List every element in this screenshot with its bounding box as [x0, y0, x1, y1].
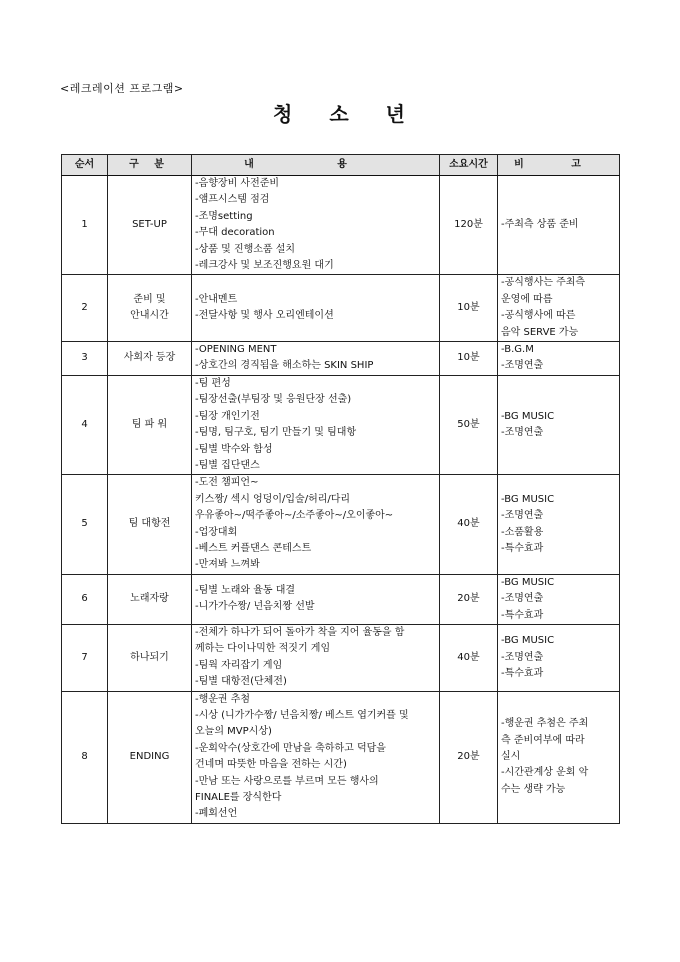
row-note-line: -B.G.M: [501, 344, 534, 356]
page-title: 청 소 년: [273, 102, 407, 126]
header-note: 비 고: [498, 155, 620, 176]
row-note-line: -조명연출: [501, 510, 544, 522]
row-note-line: -특수효과: [501, 667, 544, 679]
program-label: <레크레이션 프로그램>: [60, 82, 184, 95]
row-content-line: -폐회선언: [195, 808, 238, 820]
row-order-cell: 5: [62, 475, 108, 574]
row-order-cell: 8: [62, 691, 108, 823]
row-note-line: -공식행사는 주최측: [501, 277, 586, 289]
row-content-line: -베스트 커플댄스 콘테스트: [195, 542, 312, 554]
row-content-line: -팀웍 자리잡기 게임: [195, 659, 283, 671]
row-content-line: FINALE를 장식한다: [195, 792, 282, 804]
table-row: [62, 691, 620, 823]
row-content-line: -니가가수짱/ 넌음치짱 선발: [195, 601, 315, 613]
row-content-line: -팀별 집단댄스: [195, 459, 260, 471]
row-order-cell: 1: [62, 176, 108, 275]
row-note-line: 음악 SERVE 가능: [501, 326, 579, 338]
row-time-cell: 120분: [440, 176, 498, 275]
row-content-cell: [192, 176, 440, 275]
row-content-line: -앰프시스템 점검: [195, 194, 270, 206]
row-note-line: -BG MUSIC: [501, 576, 555, 588]
row-note-cell: [498, 375, 620, 474]
row-note-cell: [498, 275, 620, 342]
row-content-line: -팀별 대항전(단체전): [195, 676, 287, 688]
row-category-cell: [108, 691, 192, 823]
header-order: 순서: [62, 155, 108, 176]
row-category-cell: [108, 375, 192, 474]
row-category-line: 사회자 등장: [123, 352, 176, 364]
row-content-line: -팀장 개인기전: [195, 410, 260, 422]
row-content-cell: [192, 691, 440, 823]
row-content-line: -행운권 추첨: [195, 693, 251, 705]
row-content-line: -전달사항 및 행사 오리엔테이션: [195, 310, 334, 322]
row-category-line: 팀 파 워: [131, 418, 168, 430]
row-category-cell: [108, 275, 192, 342]
row-content-line: -무대 decoration: [195, 227, 275, 239]
row-note-cell: [498, 691, 620, 823]
row-content-line: 건네며 따뜻한 마음을 전하는 시간): [195, 759, 347, 771]
table-row: [62, 574, 620, 624]
table-row: [62, 475, 620, 574]
row-note-line: -조명연출: [501, 427, 544, 439]
row-note-cell: [498, 176, 620, 275]
row-note-line: -BG MUSIC: [501, 635, 555, 647]
row-content-line: -시상 (니가가수짱/ 넌음치짱/ 베스트 엽기커플 및: [195, 710, 409, 721]
table-row: [62, 375, 620, 474]
header-content: 내 용: [192, 155, 440, 176]
table-body: [62, 176, 620, 824]
row-category-line: ENDING: [129, 751, 170, 763]
row-content-line: -상호간의 경직됨을 해소하는 SKIN SHIP: [195, 360, 374, 372]
row-time-cell: 50분: [440, 375, 498, 474]
row-note-line: 운영에 따름: [501, 293, 553, 305]
row-content-cell: [192, 275, 440, 342]
header-category: 구 분: [108, 155, 192, 176]
row-note-line: -조명연출: [501, 593, 544, 605]
row-content-line: -팀명, 팀구호, 팀기 만들기 및 팀대항: [195, 427, 357, 439]
table-row: [62, 176, 620, 275]
row-content-line: 우유좋아~/떡주좋아~/소주좋아~/오이좋아~: [195, 510, 394, 522]
row-category-line: 안내시간: [130, 310, 169, 322]
row-note-cell: [498, 475, 620, 574]
row-content-line: -레크강사 및 보조진행요원 대기: [195, 260, 334, 272]
row-content-line: -만져봐 느껴봐: [195, 559, 260, 571]
row-order-cell: 6: [62, 574, 108, 624]
row-note-line: 측 준비여부에 따라: [501, 734, 585, 746]
row-content-cell: [192, 475, 440, 574]
row-note-line: 수는 생략 가능: [501, 783, 566, 795]
table-row: [62, 275, 620, 342]
row-content-line: 키스짱/ 섹시 엉덩이/입술/허리/다리: [195, 493, 351, 505]
row-content-line: -OPENING MENT: [195, 344, 277, 356]
row-content-cell: [192, 375, 440, 474]
row-note-cell: [498, 574, 620, 624]
row-order-cell: 7: [62, 624, 108, 691]
row-category-line: 노래자랑: [130, 593, 169, 605]
row-note-cell: [498, 624, 620, 691]
row-content-line: -팀장선출(부팀장 및 응원단장 선출): [195, 394, 352, 406]
row-category-cell: [108, 624, 192, 691]
row-category-line: 준비 및: [133, 293, 166, 305]
row-note-line: -조명연출: [501, 360, 544, 372]
row-note-line: -행운권 추첨은 주최: [501, 718, 589, 730]
row-note-line: -주최측 상품 준비: [501, 219, 579, 231]
row-order-cell: 4: [62, 375, 108, 474]
row-content-line: -팀별 박수와 함성: [195, 443, 273, 455]
row-time-cell: 40분: [440, 475, 498, 574]
table-row: [62, 342, 620, 376]
table-header-row: [62, 155, 620, 176]
row-note-line: -시간관계상 운회 악: [501, 767, 589, 779]
row-note-line: -조명연출: [501, 651, 544, 663]
row-content-line: -조명setting: [195, 210, 253, 222]
row-content-cell: [192, 342, 440, 376]
row-note-line: -특수효과: [501, 609, 544, 621]
row-category-line: SET-UP: [132, 219, 167, 231]
row-category-cell: [108, 574, 192, 624]
row-note-cell: [498, 342, 620, 376]
row-note-line: -BG MUSIC: [501, 410, 555, 422]
row-content-line: -팀 편성: [195, 377, 231, 389]
row-content-line: -상품 및 진행소품 설치: [195, 243, 296, 255]
row-order-cell: 2: [62, 275, 108, 342]
row-category-cell: [108, 176, 192, 275]
row-time-cell: 20분: [440, 691, 498, 823]
table-row: [62, 624, 620, 691]
row-content-line: 오늘의 MVP시상): [195, 726, 272, 738]
row-content-cell: [192, 624, 440, 691]
row-note-line: -소품활용: [501, 526, 544, 538]
row-category-line: 하나되기: [130, 651, 169, 663]
header-time: 소요시간: [440, 155, 498, 176]
row-note-line: 실시: [501, 751, 521, 763]
row-time-cell: 40분: [440, 624, 498, 691]
row-time-cell: 10분: [440, 275, 498, 342]
row-order-cell: 3: [62, 342, 108, 376]
row-category-line: 팀 대항전: [128, 518, 171, 530]
row-content-line: -팀별 노래와 율동 대결: [195, 584, 296, 596]
row-time-cell: 20분: [440, 574, 498, 624]
row-content-line: -만남 또는 사랑으로를 부르며 모든 행사의: [195, 775, 379, 787]
schedule-table: [61, 154, 620, 824]
row-content-line: -음향장비 사전준비: [195, 178, 280, 189]
row-note-line: -BG MUSIC: [501, 493, 555, 505]
row-category-cell: [108, 475, 192, 574]
row-category-cell: [108, 342, 192, 376]
row-content-line: -도전 챔피언~: [195, 477, 259, 489]
row-content-cell: [192, 574, 440, 624]
row-content-line: 께하는 다이나믹한 적짓기 게임: [195, 643, 331, 655]
row-time-cell: 10분: [440, 342, 498, 376]
row-note-line: -특수효과: [501, 542, 544, 554]
row-note-line: -공식행사에 따른: [501, 310, 576, 322]
row-content-line: -전체가 하나가 되어 돌아가 착을 지어 율동을 함: [195, 626, 405, 638]
row-content-line: -업장대회: [195, 526, 238, 538]
row-content-line: -안내멘트: [195, 293, 238, 305]
row-content-line: -운회악수(상호간에 만남을 축하하고 덕담을: [195, 742, 386, 754]
